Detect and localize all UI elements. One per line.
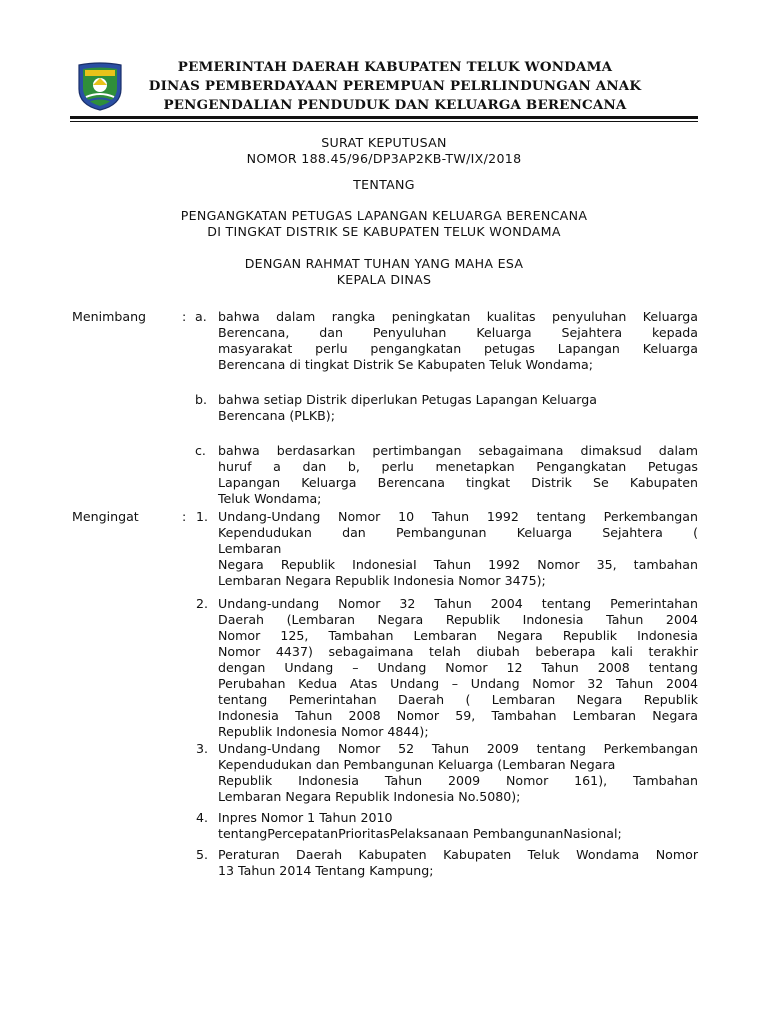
text-line: Lembaran Negara Republik Indonesia No.5080); (218, 789, 521, 804)
text-line: Inpres Nomor 1 Tahun 2010 (218, 810, 393, 825)
mengingat-item-marker: 4. (196, 810, 209, 825)
text-line: huruf a dan b, perlu menetapkan Pengangkatan Petugas (218, 459, 698, 474)
text-line: Republik Indonesia Tahun 2009 Nomor 161), Tambahan (218, 773, 698, 788)
text-line: Indonesia Tahun 2008 Nomor 59, Tambahan Lembaran Negara (218, 708, 698, 723)
menimbang-label: Menimbang (72, 309, 147, 324)
text-line: Undang-Undang Nomor 52 Tahun 2009 tentang Perkembangan (218, 741, 698, 756)
letterhead-line-3: PENGENDALIAN PENDUDUK DAN KELUARGA BERENCANA (163, 97, 627, 113)
text-line: Teluk Wondama; (218, 491, 322, 506)
text-line: Kependudukan dan Pembangunan Keluarga Sejahtera ( (218, 525, 698, 540)
decree-number: NOMOR 188.45/96/DP3AP2KB-TW/IX/2018 (246, 151, 522, 166)
mengingat-item-text (218, 810, 698, 842)
letterhead-divider-thick (70, 116, 698, 119)
decree-type: SURAT KEPUTUSAN (321, 135, 447, 150)
text-line: Berencana, dan Penyuluhan Keluarga Sejahtera kepada (218, 325, 698, 340)
issuer-title: KEPALA DINAS (336, 272, 432, 287)
text-line: Undang-undang Nomor 32 Tahun 2004 tentang Pemerintahan (218, 596, 698, 611)
mengingat-item-marker: 2. (196, 596, 209, 611)
text-line: Berencana di tingkat Distrik Se Kabupaten Teluk Wondama; (218, 357, 593, 372)
menimbang-item-text (218, 392, 698, 424)
text-line: Nomor 125, Tambahan Lembaran Negara Republik Indonesia (218, 628, 698, 643)
mengingat-colon: : (182, 509, 187, 524)
decree-about: TENTANG (353, 177, 415, 192)
text-line: Undang-Undang Nomor 10 Tahun 1992 tentang Perkembangan (218, 509, 698, 524)
text-line: bahwa dalam rangka peningkatan kualitas penyuluhan Keluarga (218, 309, 698, 324)
menimbang-item-marker: a. (195, 309, 207, 324)
menimbang-item-marker: c. (195, 443, 206, 458)
text-line: Republik Indonesia Nomor 4844); (218, 724, 429, 739)
letterhead-divider-thin (70, 121, 698, 122)
text-line: dengan Undang – Undang Nomor 12 Tahun 2008 tentang (218, 660, 698, 675)
menimbang-item-marker: b. (195, 392, 207, 407)
mengingat-item-text (218, 596, 698, 740)
text-line: masyarakat perlu pengangkatan petugas Lapangan Keluarga (218, 341, 698, 356)
decree-subject-line-1: PENGANGKATAN PETUGAS LAPANGAN KELUARGA BERENCANA (180, 208, 588, 223)
letterhead (130, 58, 660, 115)
text-line: Kependudukan dan Pembangunan Keluarga (Lembaran Negara (218, 757, 616, 772)
mengingat-item-text (218, 509, 698, 589)
mengingat-item-text (218, 741, 698, 805)
text-line: bahwa setiap Distrik diperlukan Petugas Lapangan Keluarga (218, 392, 597, 407)
text-line: Perubahan Kedua Atas Undang – Undang Nomor 32 Tahun 2004 (218, 676, 698, 691)
mengingat-label: Mengingat (72, 509, 139, 524)
mengingat-item-marker: 5. (196, 847, 209, 862)
mengingat-item-marker: 3. (196, 741, 209, 756)
text-line: Negara Republik IndonesiaI Tahun 1992 Nomor 35, tambahan (218, 557, 698, 572)
text-line: Nomor 4437) sebagaimana telah diubah beberapa kali terakhir (218, 644, 698, 659)
mengingat-item-marker: 1. (196, 509, 209, 524)
text-line: Daerah (Lembaran Negara Republik Indonesia Tahun 2004 (218, 612, 698, 627)
decree-subject (70, 208, 698, 240)
menimbang-item-text (218, 443, 698, 507)
text-line: Lapangan Keluarga Berencana tingkat Distrik Se Kabupaten (218, 475, 698, 490)
invocation-line: DENGAN RAHMAT TUHAN YANG MAHA ESA (244, 256, 524, 271)
text-line: Peraturan Daerah Kabupaten Kabupaten Teluk Wondama Nomor (218, 847, 698, 862)
menimbang-item-text (218, 309, 698, 373)
decree-subject-line-2: DI TINGKAT DISTRIK SE KABUPATEN TELUK WONDAMA (207, 224, 561, 239)
text-line: tentangPercepatanPrioritasPelaksanaan PembangunanNasional; (218, 826, 622, 841)
decree-invocation (70, 256, 698, 288)
text-line: 13 Tahun 2014 Tentang Kampung; (218, 863, 434, 878)
text-line: Berencana (PLKB); (218, 408, 335, 423)
text-line: tentang Pemerintahan Daerah ( Lembaran Negara Republik (218, 692, 698, 707)
text-line: bahwa berdasarkan pertimbangan sebagaimana dimaksud dalam (218, 443, 698, 458)
decree-heading (70, 135, 698, 167)
text-line: Lembaran Negara Republik Indonesia Nomor 3475); (218, 573, 546, 588)
letterhead-line-1: PEMERINTAH DAERAH KABUPATEN TELUK WONDAMA (177, 59, 613, 75)
regency-coat-of-arms-icon (75, 61, 125, 111)
mengingat-item-text (218, 847, 698, 879)
menimbang-colon: : (182, 309, 187, 324)
text-line: Lembaran (218, 541, 282, 556)
letterhead-line-2: DINAS PEMBERDAYAAN PEREMPUAN PELRLINDUNGAN ANAK (148, 78, 642, 94)
